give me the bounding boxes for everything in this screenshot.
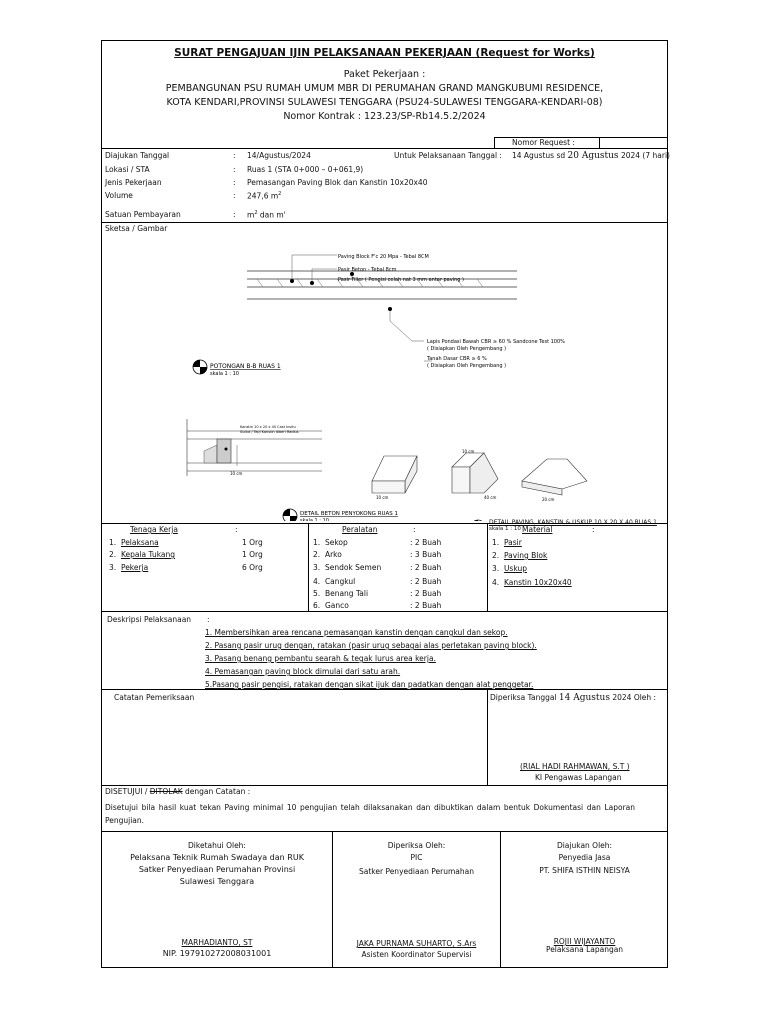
- sig-2-line-1: PIC: [410, 853, 423, 862]
- list-item: 4. Kanstin 10x20x40: [492, 578, 572, 587]
- dim-20: 20 cm: [542, 497, 555, 502]
- payment-unit-value: $m^2$ dan m': [247, 210, 286, 220]
- approval-note: Disetujui bila hasil kuat tekan Paving minimal 10 pengujian telah dilaksanakan dan dibuktikan dalam bentuk Dokumentasi dan Laporan Pengujian.: [105, 803, 635, 825]
- label-disiapkan-1: ( Disiapkan Oleh Pengembang ): [427, 346, 507, 352]
- description-label: Deskripsi Pelaksanaan: [107, 615, 192, 624]
- location-label: Lokasi / STA: [105, 165, 150, 174]
- volume-value: 247,6 $m^2$: [247, 191, 282, 201]
- location-value: Ruas 1 (STA 0+000 – 0+061,9): [247, 165, 364, 174]
- scale-3: skala 1 : 10: [489, 526, 521, 532]
- label-paving: Paving Block F'c 20 Mpa - Tebal 8CM: [338, 254, 429, 260]
- title-potongan: POTONGAN B-B RUAS 1: [210, 363, 281, 370]
- sig-3-name: ROJII WIJAYANTO: [553, 937, 616, 946]
- list-item: 1. Sekop: [313, 538, 348, 547]
- list-item: 1. Pelaksana: [109, 538, 159, 547]
- kanstin-note-1: Kanstin 10 x 20 x 40 Cast Insitu: [240, 425, 296, 429]
- sig-2-name: JAKA PURNAMA SUHARTO, S.Ars: [356, 939, 477, 948]
- sig-2-line-2: Satker Penyediaan Perumahan: [358, 867, 475, 876]
- list-item: 5. Benang Tali: [313, 589, 369, 598]
- sig-3-heading: Diajukan Oleh:: [556, 841, 613, 850]
- sig-2-heading: Diperiksa Oleh:: [387, 841, 446, 850]
- material-header: Material: [522, 525, 553, 534]
- list-item: 1. Pasir: [492, 538, 522, 547]
- step-3: 3. Pasang benang pembantu searah & tegak lurus area kerja.: [205, 654, 436, 663]
- sig-3-line-2: PT. SHIFA ISTHIN NEISYA: [539, 866, 630, 875]
- sig-3-line-1: Penyedia Jasa: [558, 853, 611, 862]
- job-value: Pemasangan Paving Blok dan Kanstin 10x20x40: [247, 178, 428, 187]
- step-2: 2. Pasang pasir urug dengan, ratakan (pasir urug sebagai alas perletakan paving block).: [205, 641, 537, 650]
- labor-header: Tenaga Kerja: [130, 525, 178, 534]
- package-line-2: KOTA KENDARI,PROVINSI SULAWESI TENGGARA (PSU24-SULAWESI TENGGARA-KENDARI-08): [166, 97, 603, 108]
- label-disiapkan-2: ( Disiapkan Oleh Pengembang ): [427, 363, 507, 369]
- label-tanah-dasar: Tanah Dasar CBR ≥ 6 %: [427, 356, 487, 362]
- sig-1-name: MARHADIANTO, ST: [181, 938, 253, 947]
- exec-date-label: Untuk Pelaksanaan Tanggal :: [394, 151, 502, 160]
- package-label: Paket Pekerjaan :: [343, 69, 426, 80]
- list-item: 2. Paving Blok: [492, 551, 548, 560]
- exec-date-value: 14 Agustus sd 20 Agustus 2024 (7 hari): [512, 151, 670, 161]
- title-detail-beton: DETAIL BETON PENYOKONG RUAS 1: [300, 511, 399, 517]
- sig-1-heading: Diketahui Oleh:: [188, 841, 246, 850]
- scale-1: skala 1 : 10: [210, 371, 239, 377]
- dim-10-c: 10 cm: [462, 449, 475, 454]
- payment-unit-label: Satuan Pembayaran: [105, 210, 181, 219]
- construction-sketch: [162, 231, 622, 521]
- sig-1-nip: NIP. 197910272008031001: [162, 949, 272, 958]
- inspector-role: KI Pengawas Lapangan: [535, 773, 622, 782]
- sig-3-role: Pelaksana Lapangan: [545, 945, 624, 954]
- equipment-header: Peralatan: [342, 525, 378, 534]
- scale-2: skala 1 : 10: [300, 518, 329, 521]
- step-5: 5.Pasang pasir pengisi, ratakan dengan sikat ijuk dan padatkan dengan alat penggetar.: [205, 680, 534, 689]
- form-title: SURAT PENGAJUAN IJIN PELAKSANAAN PEKERJAAN (Request for Works): [174, 47, 595, 59]
- label-lapis-pondasi: Lapis Pondasi Bawah CBR ≥ 60 % Sandcone Test 100%: [427, 339, 565, 345]
- package-line-1: PEMBANGUNAN PSU RUMAH UMUM MBR DI PERUMAHAN GRAND MANGKUBUMI RESIDENCE,: [165, 83, 604, 94]
- list-item: 6. Ganco: [313, 601, 349, 610]
- kanstin-note-2: Sudut / Tepi Kanstin diberi Radius: [240, 430, 299, 434]
- dim-10-a: 10 cm: [230, 471, 243, 476]
- inspection-notes-label: Catatan Pemeriksaan: [114, 693, 195, 702]
- step-4: 4. Pemasangan paving block dimulai dari satu arah.: [205, 667, 401, 676]
- label-pasir-filler: Pasir Filler ( Pengisi celah nat 3 mm antar paving ): [338, 277, 464, 283]
- checked-date: Diperiksa Tanggal 14 Agustus 2024 Oleh :: [490, 693, 657, 703]
- contract-number: Nomor Kontrak : 123.23/SP-Rb14.5.2/2024: [283, 111, 486, 122]
- date-label: Diajukan Tanggal: [105, 151, 170, 160]
- title-detail-paving: DETAIL PAVING, KANSTIN & USKUP 10 X 20 X 40 RUAS 1: [489, 519, 657, 526]
- job-label: Jenis Pekerjaan: [105, 178, 162, 187]
- request-form: SURAT PENGAJUAN IJIN PELAKSANAAN PEKERJAAN (Request for Works) Paket Pekerjaan : PEMBANGUNAN PSU RUMAH UMUM MBR DI PERUMAHAN GRAND MANGKUBUMI RESIDENCE, KOTA KENDARI,PROVINSI SULAWESI TENGGARA (PSU24-SULAWESI TENGGARA-KENDARI-08) Nomor Kontrak : 123.23/SP-Rb14.5.2/2024 Nomor Request : Diajukan Tanggal : 14/Agustus/2024 Untuk Pelaksanaan Tanggal : 14 Agustus sd 20 Agustus 2024 (7 hari) Lokasi / STA : Ruas 1 (STA 0+000 – 0+061,9) Jenis Pekerjaan : Pemasangan Paving Blok dan Kanstin 10x20x40 Volume : 247,6 $m^2$ Satuan Pembayaran : $m^2$ dan m' Sketsa / Gambar Paving Block F'c 20 Mpa - Tebal 8CM Pasir Beton - Tebal 8cm Pasir Filler ( Pengisi celah nat 3 mm antar paving ) Lapis Pondasi Bawah CBR ≥ 60 % Sandcone Test 100% ( Disiapkan Oleh Pengembang ) Tanah Dasar CBR ≥ 6 % ( Disiapkan Oleh Pengembang ) POTONGAN B-B RUAS 1 skala 1 : 10 Kanstin 10 x 20 x 40 Cast Insitu Sudut / Tepi Kanstin diberi Radius 10 cm DETAIL BETON PENYOKONG RUAS 1 skala 1 : 10 10 cm 10 cm 20 cm 40 cm DETAIL PAVING, KANSTIN & USKUP 10 X 20 X 40 RUAS 1 skala 1 : 10 Tenaga Kerja : Peralatan : Material : 1. Pelaksana 1 Org 2. Kepala Tukang 1 Org 3. Pekerja 6 Org 1. Sekop : 2 Buah 2. Arko : 3 Buah 3. Sendok Semen : 2 Buah 4. Cangkul : 2 Buah 5. Benang Tali : 2 Buah 6. Ganco : 2 Buah 1. Pasir 2. Paving Blok 3. Uskup 4. Kanstin 10x20x40 Deskripsi Pelaksanaan : 1. Membersihkan area rencana pemasangan kanstin dengan cangkul dan sekop. 2. Pasang pasir urug dengan, ratakan (pasir urug sebagai alas perletakan paving block). 3. Pasang benang pembantu searah & tegak lurus area kerja. 4. Pemasangan paving block dimulai dari satu arah. 5.Pasang pasir pengisi, ratakan dengan sikat ijuk dan padatkan dengan alat penggetar. Catatan Pemeriksaan Diperiksa Tanggal 14 Agustus 2024 Oleh : (RIAL HADI RAHMAWAN, S.T ) KI Pengawas Lapangan DISETUJUI / DITOLAK dengan Catatan : Disetujui bila hasil kuat tekan Paving minimal 10 pengujian telah dilaksanakan dan dibuktikan dalam bentuk Dokumentasi dan Laporan Pengujian. Diketahui Oleh: Pelaksana Teknik Rumah Swadaya dan RUK Satker Penyediaan Perumahan Provinsi Sulawesi Tenggara MARHADIANTO, ST NIP. 197910272008031001 Diperiksa Oleh: PIC Satker Penyediaan Perumahan JAKA PURNAMA SUHARTO, S.Ars Asisten Koordinator Supervisi Diajukan Oleh: Penyedia Jasa PT. SHIFA ISTHIN NEISYA ROJII WIJAYANTO Pelaksana Lapangan: [101, 40, 668, 968]
- list-item: 3. Pekerja: [109, 563, 149, 572]
- date-value: 14/Agustus/2024: [247, 151, 311, 160]
- list-item: 4. Cangkul: [313, 577, 356, 586]
- sketch-label: Sketsa / Gambar: [105, 224, 168, 233]
- sig-1-line-1: Pelaksana Teknik Rumah Swadaya dan RUK: [130, 853, 304, 862]
- dim-10-b: 10 cm: [376, 495, 389, 500]
- inspector-name: (RIAL HADI RAHMAWAN, S.T ): [520, 762, 630, 771]
- sig-1-line-3: Sulawesi Tenggara: [179, 877, 255, 886]
- approval-status: DISETUJUI / DITOLAK dengan Catatan :: [105, 787, 251, 796]
- sig-2-role: Asisten Koordinator Supervisi: [361, 950, 472, 959]
- sig-1-line-2: Satker Penyediaan Perumahan Provinsi: [138, 865, 296, 874]
- request-number-label: Nomor Request :: [512, 138, 575, 147]
- step-1: 1. Membersihkan area rencana pemasangan kanstin dengan cangkul dan sekop.: [205, 628, 508, 637]
- label-pasir-beton: Pasir Beton - Tebal 8cm: [338, 267, 397, 273]
- list-item: 3. Uskup: [492, 564, 527, 573]
- list-item: 2. Kepala Tukang: [109, 550, 176, 559]
- list-item: 2. Arko: [313, 550, 342, 559]
- volume-label: Volume: [105, 191, 133, 200]
- list-item: 3. Sendok Semen: [313, 563, 382, 572]
- dim-40: 40 cm: [484, 495, 497, 500]
